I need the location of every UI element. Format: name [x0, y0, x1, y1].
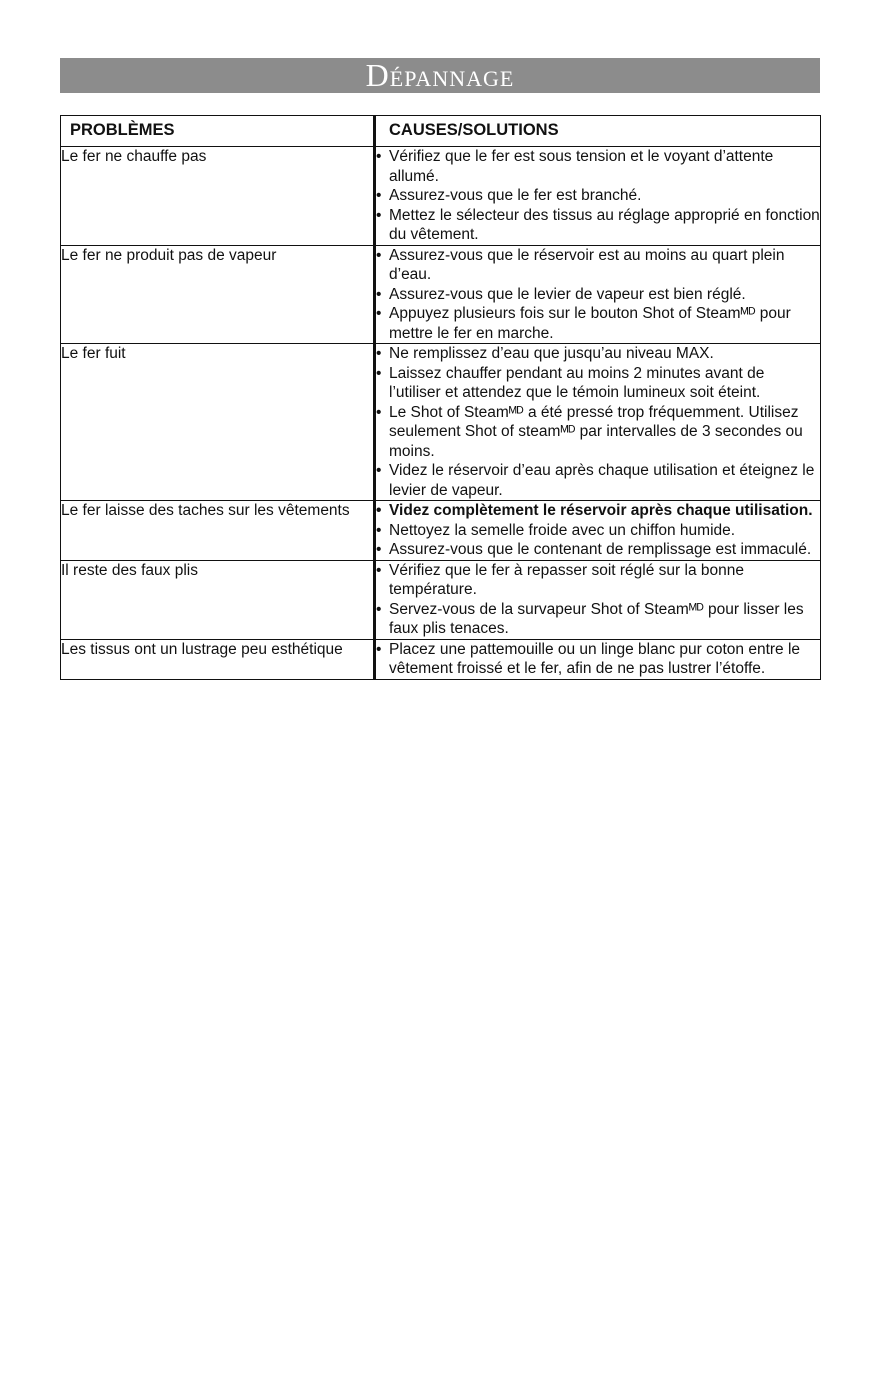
solutions-cell: [375, 245, 821, 344]
page-title: Dépannage: [365, 57, 515, 93]
solutions-cell: [375, 501, 821, 561]
solution-item: • Mettez le sélecteur des tissus au réglage approprié en fonction du vêtement.: [376, 206, 820, 245]
table-header-row: [61, 116, 821, 147]
solution-item: • Appuyez plusieurs fois sur le bouton Shot of Steamᴹᴰ pour mettre le fer en marche.: [376, 304, 820, 343]
solution-item: • Laissez chauffer pendant au moins 2 minutes avant de l’utiliser et attendez que le témoin lumineux soit éteint.: [376, 364, 820, 403]
solutions-cell: [375, 639, 821, 679]
solution-item: • Assurez-vous que le réservoir est au moins au quart plein d’eau.: [376, 246, 820, 285]
problem-cell: Le fer ne chauffe pas: [61, 147, 375, 246]
solution-item: • Assurez-vous que le contenant de remplissage est immaculé.: [376, 540, 820, 560]
solution-item: • Ne remplissez d’eau que jusqu’au niveau MAX.: [376, 344, 820, 364]
solution-item: • Assurez-vous que le fer est branché.: [376, 186, 820, 206]
table-row: [61, 560, 821, 639]
solution-item: • Le Shot of Steamᴹᴰ a été pressé trop fréquemment. Utilisez seulement Shot of steamᴹᴰ par intervalles de 3 secondes ou moins.: [376, 403, 820, 462]
solutions-cell: [375, 147, 821, 246]
solution-item: • Assurez-vous que le levier de vapeur est bien réglé.: [376, 285, 820, 305]
solution-item: • Nettoyez la semelle froide avec un chiffon humide.: [376, 521, 820, 541]
solutions-cell: [375, 344, 821, 501]
table-row: [61, 639, 821, 679]
solution-item: • Videz le réservoir d’eau après chaque utilisation et éteignez le levier de vapeur.: [376, 461, 820, 500]
table-row: [61, 501, 821, 561]
problem-cell: Il reste des faux plis: [61, 560, 375, 639]
section-title-bar: [60, 58, 820, 93]
solution-item: • Placez une pattemouille ou un linge blanc pur coton entre le vêtement froissé et le fer, afin de ne pas lustrer l’étoffe.: [376, 640, 820, 679]
problem-cell: Les tissus ont un lustrage peu esthétique: [61, 639, 375, 679]
column-header-solutions: CAUSES/SOLUTIONS: [375, 116, 821, 147]
solution-item: • Videz complètement le réservoir après chaque utilisation.: [376, 501, 820, 521]
troubleshooting-table: [60, 115, 821, 680]
problem-cell: Le fer laisse des taches sur les vêtements: [61, 501, 375, 561]
problem-cell: Le fer ne produit pas de vapeur: [61, 245, 375, 344]
solution-item: • Vérifiez que le fer à repasser soit réglé sur la bonne température.: [376, 561, 820, 600]
table-row: [61, 245, 821, 344]
solution-item: • Vérifiez que le fer est sous tension et le voyant d’attente allumé.: [376, 147, 820, 186]
solutions-cell: [375, 560, 821, 639]
table-row: [61, 147, 821, 246]
solution-item: • Servez-vous de la survapeur Shot of Steamᴹᴰ pour lisser les faux plis tenaces.: [376, 600, 820, 639]
table-row: [61, 344, 821, 501]
column-header-problems: PROBLÈMES: [61, 116, 375, 147]
problem-cell: Le fer fuit: [61, 344, 375, 501]
